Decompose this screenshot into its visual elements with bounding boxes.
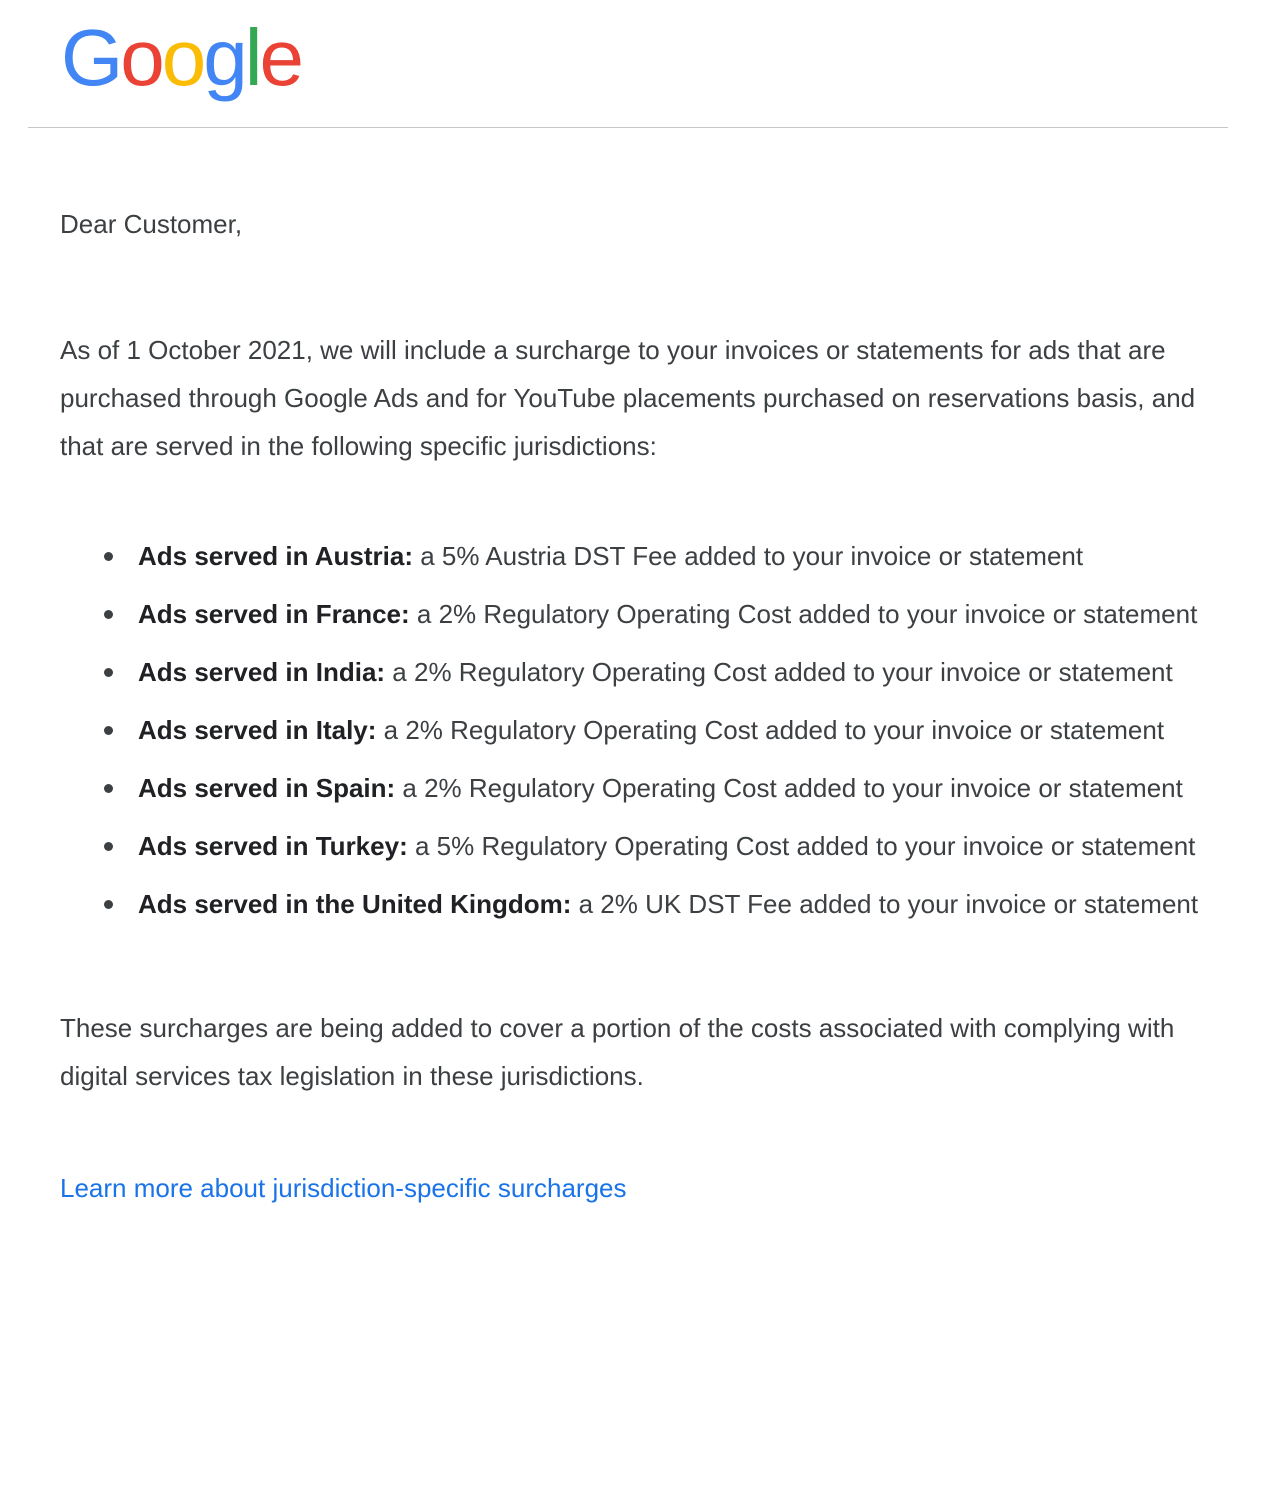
item-text: a 2% Regulatory Operating Cost added to your invoice or statement [395, 773, 1183, 803]
list-item [60, 532, 1200, 580]
item-text: a 5% Regulatory Operating Cost added to your invoice or statement [407, 831, 1196, 861]
logo-letter: l [244, 13, 260, 102]
item-label: Ads served in Austria: [138, 541, 414, 571]
bullet-icon [104, 900, 113, 909]
item-label: Ads served in Spain: [138, 773, 396, 803]
list-item [60, 880, 1200, 928]
item-label: Ads served in Italy: [138, 715, 377, 745]
surcharge-list [60, 532, 1200, 928]
logo-letter: o [120, 13, 162, 102]
bullet-icon [104, 610, 113, 619]
email-body [60, 200, 1200, 1212]
logo-letter: e [259, 13, 302, 102]
item-label: Ads served in France: [138, 599, 410, 629]
item-text: a 2% UK DST Fee added to your invoice or statement [571, 889, 1199, 919]
list-item [60, 648, 1200, 696]
list-item [60, 706, 1200, 754]
bullet-icon [104, 784, 113, 793]
greeting: Dear Customer, [60, 209, 243, 239]
learn-more-link[interactable]: Learn more about jurisdiction-specific surcharges [60, 1173, 627, 1203]
intro-paragraph: As of 1 October 2021, we will include a surcharge to your invoices or statements for ads that are purchased through Google Ads and for YouTube placements purchased on reservations basis, and that are served in the following specific jurisdictions: [60, 335, 1196, 461]
logo-letter: o [161, 13, 204, 102]
item-text: a 5% Austria DST Fee added to your invoice or statement [413, 541, 1084, 571]
list-item [60, 764, 1200, 812]
item-text: a 2% Regulatory Operating Cost added to your invoice or statement [376, 715, 1165, 745]
bullet-icon [104, 726, 113, 735]
item-label: Ads served in the United Kingdom: [138, 889, 572, 919]
item-text: a 2% Regulatory Operating Cost added to your invoice or statement [409, 599, 1198, 629]
item-label: Ads served in Turkey: [138, 831, 408, 861]
item-text: a 2% Regulatory Operating Cost added to your invoice or statement [385, 657, 1173, 687]
bullet-icon [104, 842, 113, 851]
closing-paragraph: These surcharges are being added to cover a portion of the costs associated with complying with digital services tax legislation in these jurisdictions. [60, 1013, 1175, 1091]
bullet-icon [104, 552, 113, 561]
logo-letter: G [61, 13, 121, 102]
item-label: Ads served in India: [138, 657, 386, 687]
list-item [60, 590, 1200, 638]
bullet-icon [104, 668, 113, 677]
email-header [28, 0, 1228, 128]
list-item [60, 822, 1200, 870]
logo-letter: g [203, 13, 245, 102]
google-logo [61, 13, 302, 102]
